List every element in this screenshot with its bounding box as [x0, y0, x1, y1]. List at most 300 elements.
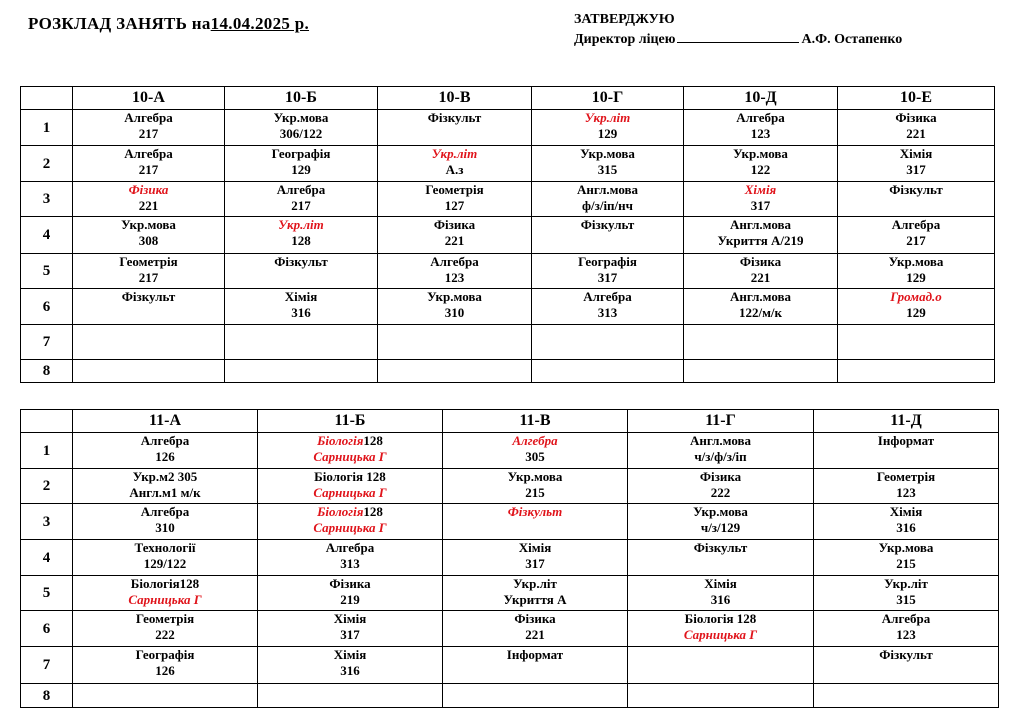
lesson-cell	[378, 217, 532, 254]
lesson-line	[814, 504, 998, 520]
class-header: 10-Е	[838, 87, 995, 110]
lesson-text: Технології	[134, 540, 196, 555]
class-header: 10-Б	[225, 87, 378, 110]
lesson-text: Укр.мова	[888, 254, 944, 269]
lesson-text: 126	[155, 449, 175, 464]
lesson-line	[258, 433, 442, 449]
lesson-cell	[258, 540, 443, 576]
class-header: 11-А	[73, 410, 258, 433]
lesson-text: Англ.м1 м/к	[129, 485, 201, 500]
lesson-number: 2	[21, 146, 73, 182]
lesson-text: Фізкульт	[889, 182, 943, 197]
lesson-line	[684, 126, 837, 142]
lesson-cell	[532, 325, 684, 360]
lesson-number: 8	[21, 684, 73, 708]
lesson-text: 123	[896, 485, 916, 500]
lesson-cell	[838, 289, 995, 325]
lesson-text: Хімія	[333, 647, 367, 662]
lesson-cell	[838, 217, 995, 254]
highlighted-text: Хімія	[744, 182, 777, 197]
lesson-text: 129	[291, 162, 311, 177]
lesson-text: 221	[750, 270, 771, 285]
lesson-text: 310	[155, 520, 175, 535]
lesson-line	[73, 182, 224, 198]
lesson-cell	[814, 576, 999, 611]
lesson-line	[628, 611, 813, 627]
lesson-row	[21, 182, 995, 217]
lesson-cell	[532, 110, 684, 146]
lesson-text: ч/з/129	[700, 520, 741, 535]
lesson-text: Алгебра	[736, 110, 785, 125]
lesson-number: 6	[21, 611, 73, 647]
lesson-cell	[73, 146, 225, 182]
lesson-text: Хімія	[704, 576, 737, 591]
lesson-cell	[628, 576, 814, 611]
lesson-text: Укр.мова	[427, 289, 482, 304]
lesson-cell	[258, 504, 443, 540]
lesson-text: Геометрія	[135, 611, 195, 626]
lesson-line	[814, 540, 998, 556]
lesson-text: 217	[138, 270, 159, 285]
lesson-cell	[628, 647, 814, 684]
lesson-line	[378, 182, 531, 198]
lesson-line	[73, 126, 224, 142]
lesson-text: Інформат	[877, 433, 935, 448]
lesson-line	[684, 146, 837, 162]
lesson-cell	[628, 504, 814, 540]
lesson-number: 1	[21, 110, 73, 146]
lesson-cell	[838, 182, 995, 217]
lesson-line	[258, 520, 442, 536]
highlighted-text: Укр.літ	[431, 146, 478, 161]
lesson-text: Укр.мова	[693, 504, 748, 519]
schedule-table-11	[20, 409, 999, 708]
lesson-line	[225, 146, 377, 162]
lesson-number: 7	[21, 325, 73, 360]
lesson-line	[684, 270, 837, 286]
lesson-line	[814, 611, 998, 627]
lesson-text: Хімія	[284, 289, 318, 304]
lesson-number: 6	[21, 289, 73, 325]
class-header: 10-А	[73, 87, 225, 110]
lesson-text: Фізика	[433, 217, 476, 232]
lesson-line	[378, 110, 531, 126]
lesson-cell	[225, 182, 378, 217]
lesson-cell	[532, 182, 684, 217]
signature-line	[677, 30, 799, 43]
lesson-line	[443, 647, 627, 663]
lesson-number: 1	[21, 433, 73, 469]
lesson-line	[73, 270, 224, 286]
lesson-line	[73, 289, 224, 305]
lesson-text: 221	[906, 126, 926, 141]
lesson-text: Фізкульт	[274, 254, 328, 269]
lesson-text: Укр.мова	[580, 146, 635, 161]
lesson-line	[838, 126, 994, 142]
lesson-row	[21, 254, 995, 289]
lesson-row	[21, 325, 995, 360]
lesson-line	[378, 217, 531, 233]
lesson-line	[378, 289, 531, 305]
lesson-line	[73, 611, 257, 627]
lesson-line	[628, 576, 813, 592]
lesson-text: 123	[896, 627, 916, 642]
lesson-text: Географія	[578, 254, 637, 269]
lesson-line	[225, 110, 377, 126]
lesson-line	[73, 520, 257, 536]
lesson-line	[628, 485, 813, 501]
lesson-line	[628, 469, 813, 485]
lesson-text: 317	[525, 556, 545, 571]
highlighted-text: Фізкульт	[507, 504, 563, 519]
lesson-line	[628, 627, 813, 643]
lesson-text: Фізкульт	[879, 647, 933, 662]
lesson-text: 128	[363, 504, 383, 519]
lesson-line	[258, 449, 442, 465]
lesson-line	[443, 485, 627, 501]
lesson-text: Англ.мова	[729, 217, 792, 232]
lesson-line	[628, 540, 813, 556]
lesson-line	[814, 485, 998, 501]
lesson-text: Фізика	[699, 469, 742, 484]
lesson-cell	[378, 325, 532, 360]
lesson-cell	[73, 325, 225, 360]
lesson-text: Біологія128	[130, 576, 200, 591]
highlighted-text: Біологія	[317, 433, 364, 448]
lesson-text: Укр.м2 305	[132, 469, 198, 484]
lesson-line	[532, 126, 683, 142]
lesson-line	[628, 592, 813, 608]
approval-block	[574, 10, 902, 50]
lesson-number: 3	[21, 504, 73, 540]
lesson-cell	[73, 469, 258, 504]
lesson-line	[532, 146, 683, 162]
lesson-text: 129/122	[143, 556, 187, 571]
lesson-text: Алгебра	[124, 110, 173, 125]
lesson-row	[21, 289, 995, 325]
lesson-cell	[225, 217, 378, 254]
lesson-cell	[684, 217, 838, 254]
lesson-line	[838, 162, 994, 178]
lesson-row	[21, 433, 999, 469]
title-prefix: РОЗКЛАД ЗАНЯТЬ на	[28, 14, 211, 33]
lesson-cell	[73, 504, 258, 540]
director-line	[574, 30, 902, 50]
lesson-row	[21, 684, 999, 708]
highlighted-text: Алгебра	[512, 433, 558, 448]
lesson-text: 317	[597, 270, 618, 285]
lesson-text: Укр.літ	[884, 576, 928, 591]
lesson-text: Алгебра	[124, 146, 173, 161]
lesson-text: Фізика	[329, 576, 371, 591]
lesson-line	[73, 556, 257, 572]
lesson-text: 308	[138, 233, 159, 248]
lesson-cell	[532, 146, 684, 182]
lesson-line	[73, 198, 224, 214]
lesson-cell	[814, 433, 999, 469]
lesson-line	[258, 627, 442, 643]
lesson-row	[21, 469, 999, 504]
lesson-cell	[258, 647, 443, 684]
lesson-line	[814, 576, 998, 592]
lesson-text: Алгебра	[140, 504, 190, 519]
lesson-line	[73, 504, 257, 520]
lesson-line	[73, 254, 224, 270]
lesson-cell	[443, 647, 628, 684]
lesson-cell	[73, 647, 258, 684]
lesson-line	[814, 627, 998, 643]
lesson-cell	[258, 576, 443, 611]
lesson-cell	[73, 182, 225, 217]
lesson-text: 316	[710, 592, 731, 607]
lesson-text: 315	[597, 162, 618, 177]
lesson-line	[225, 217, 377, 233]
lesson-cell	[684, 182, 838, 217]
lesson-cell	[73, 684, 258, 708]
lesson-text: Алгебра	[325, 540, 375, 555]
lesson-number: 3	[21, 182, 73, 217]
lesson-text: Геометрія	[876, 469, 936, 484]
lesson-line	[378, 254, 531, 270]
lesson-cell	[838, 360, 995, 383]
lesson-line	[684, 198, 837, 214]
lesson-cell	[628, 611, 814, 647]
lesson-cell	[838, 146, 995, 182]
lesson-text: Хімія	[333, 611, 367, 626]
lesson-line	[838, 217, 994, 233]
lesson-line	[838, 270, 994, 286]
lesson-cell	[443, 504, 628, 540]
lesson-line	[258, 647, 442, 663]
lesson-line	[443, 576, 627, 592]
lesson-cell	[378, 110, 532, 146]
lesson-cell	[258, 433, 443, 469]
lesson-text: 310	[444, 305, 465, 320]
lesson-cell	[814, 469, 999, 504]
lesson-line	[73, 540, 257, 556]
lesson-text: 123	[750, 126, 771, 141]
lesson-line	[838, 146, 994, 162]
lesson-text: Англ.мова	[729, 289, 792, 304]
lesson-line	[814, 469, 998, 485]
lesson-number: 4	[21, 540, 73, 576]
lesson-text: Алгебра	[140, 433, 190, 448]
lesson-cell	[225, 325, 378, 360]
lesson-line	[73, 592, 257, 608]
lesson-line	[443, 449, 627, 465]
lesson-cell	[378, 182, 532, 217]
lesson-line	[838, 233, 994, 249]
lesson-cell	[838, 325, 995, 360]
lesson-line	[443, 556, 627, 572]
lesson-text: 317	[340, 627, 360, 642]
lesson-cell	[73, 576, 258, 611]
lesson-line	[258, 663, 442, 679]
lesson-text: Фізкульт	[580, 217, 635, 232]
lesson-line	[532, 198, 683, 214]
lesson-number: 5	[21, 254, 73, 289]
lesson-text: 222	[710, 485, 731, 500]
lesson-text: 217	[906, 233, 926, 248]
lesson-text: 316	[340, 663, 360, 678]
lesson-cell	[532, 289, 684, 325]
lesson-cell	[378, 146, 532, 182]
lesson-line	[443, 504, 627, 520]
lesson-row	[21, 110, 995, 146]
lesson-line	[684, 162, 837, 178]
highlighted-text: Укр.літ	[584, 110, 631, 125]
lesson-cell	[532, 217, 684, 254]
lesson-line	[838, 254, 994, 270]
lesson-row	[21, 611, 999, 647]
lesson-line	[628, 449, 813, 465]
lesson-text: Алгебра	[583, 289, 632, 304]
lesson-cell	[814, 540, 999, 576]
lesson-text: Фізкульт	[693, 540, 748, 555]
lesson-text: Географія	[135, 647, 195, 662]
lesson-text: 221	[444, 233, 465, 248]
highlighted-text: Укр.літ	[278, 217, 324, 232]
schedule-table-10	[20, 86, 995, 383]
lesson-line	[443, 592, 627, 608]
lesson-text: 129	[906, 270, 926, 285]
lesson-line	[532, 305, 683, 321]
corner-cell	[21, 410, 73, 433]
lesson-cell	[814, 611, 999, 647]
lesson-text: Укр.мова	[273, 110, 329, 125]
lesson-line	[814, 647, 998, 663]
lesson-cell	[73, 611, 258, 647]
lesson-line	[73, 663, 257, 679]
lesson-number: 2	[21, 469, 73, 504]
highlighted-text: Сарницька Г	[313, 449, 387, 464]
lesson-cell	[378, 289, 532, 325]
lesson-text: А.з	[445, 162, 464, 177]
class-header-row	[21, 87, 995, 110]
lesson-cell	[73, 433, 258, 469]
lesson-line	[225, 233, 377, 249]
lesson-line	[378, 270, 531, 286]
class-header: 10-В	[378, 87, 532, 110]
lesson-text: 316	[291, 305, 311, 320]
lesson-line	[532, 254, 683, 270]
lesson-line	[378, 233, 531, 249]
lesson-text: 126	[155, 663, 175, 678]
lesson-text: ф/з/іп/нч	[582, 198, 633, 213]
lesson-cell	[378, 254, 532, 289]
lesson-line	[225, 162, 377, 178]
director-name: А.Ф. Остапенко	[801, 32, 903, 47]
lesson-text: Англ.мова	[689, 433, 752, 448]
lesson-cell	[378, 360, 532, 383]
lesson-line	[258, 504, 442, 520]
lesson-cell	[532, 254, 684, 289]
lesson-line	[258, 592, 442, 608]
lesson-line	[73, 576, 257, 592]
lesson-line	[258, 485, 442, 501]
lesson-text: Алгебра	[276, 182, 326, 197]
lesson-text: Укр.мова	[878, 540, 934, 555]
lesson-line	[443, 627, 627, 643]
lesson-line	[532, 110, 683, 126]
lesson-text: 313	[340, 556, 360, 571]
lesson-cell	[225, 254, 378, 289]
lesson-cell	[443, 576, 628, 611]
lesson-cell	[225, 360, 378, 383]
lesson-line	[838, 110, 994, 126]
lesson-line	[532, 182, 683, 198]
lesson-cell	[814, 647, 999, 684]
highlighted-text: Сарницька Г	[128, 592, 202, 607]
lesson-cell	[628, 684, 814, 708]
lesson-text: Фізика	[514, 611, 556, 626]
lesson-line	[443, 611, 627, 627]
lesson-line	[532, 270, 683, 286]
lesson-line	[684, 289, 837, 305]
lesson-text: 215	[896, 556, 916, 571]
lesson-text: Алгебра	[430, 254, 479, 269]
lesson-row	[21, 647, 999, 684]
lesson-line	[814, 556, 998, 572]
lesson-text: Фізика	[895, 110, 937, 125]
lesson-line	[378, 305, 531, 321]
lesson-line	[258, 611, 442, 627]
lesson-number: 5	[21, 576, 73, 611]
lesson-row	[21, 504, 999, 540]
lesson-row	[21, 360, 995, 383]
lesson-line	[73, 146, 224, 162]
lesson-text: Хімія	[889, 504, 923, 519]
lesson-cell	[443, 611, 628, 647]
lesson-line	[225, 254, 377, 270]
lesson-line	[684, 182, 837, 198]
corner-cell	[21, 87, 73, 110]
lesson-line	[814, 520, 998, 536]
lesson-text: 127	[444, 198, 465, 213]
highlighted-text: Сарницька Г	[313, 485, 387, 500]
class-header: 11-Г	[628, 410, 814, 433]
lesson-text: Геометрія	[425, 182, 484, 197]
lesson-text: 306/122	[279, 126, 323, 141]
lesson-text: Геометрія	[119, 254, 178, 269]
lesson-line	[684, 305, 837, 321]
lesson-number: 8	[21, 360, 73, 383]
lesson-line	[73, 449, 257, 465]
lesson-cell	[628, 540, 814, 576]
lesson-cell	[225, 110, 378, 146]
lesson-cell	[532, 360, 684, 383]
lesson-line	[814, 433, 998, 449]
lesson-text: 222	[155, 627, 175, 642]
lesson-text: Алгебра	[891, 217, 941, 232]
lesson-line	[73, 647, 257, 663]
lesson-line	[684, 110, 837, 126]
lesson-cell	[628, 469, 814, 504]
lesson-text: Хімія	[518, 540, 552, 555]
lesson-text: Хімія	[899, 146, 933, 161]
lesson-row	[21, 576, 999, 611]
class-header-row	[21, 410, 999, 433]
director-label: Директор ліцею	[574, 32, 676, 47]
lesson-cell	[684, 325, 838, 360]
lesson-cell	[814, 684, 999, 708]
lesson-text: 317	[750, 198, 771, 213]
lesson-text: 217	[138, 126, 159, 141]
lesson-number: 7	[21, 647, 73, 684]
lesson-cell	[814, 504, 999, 540]
lesson-text: 217	[291, 198, 311, 213]
lesson-line	[73, 469, 257, 485]
